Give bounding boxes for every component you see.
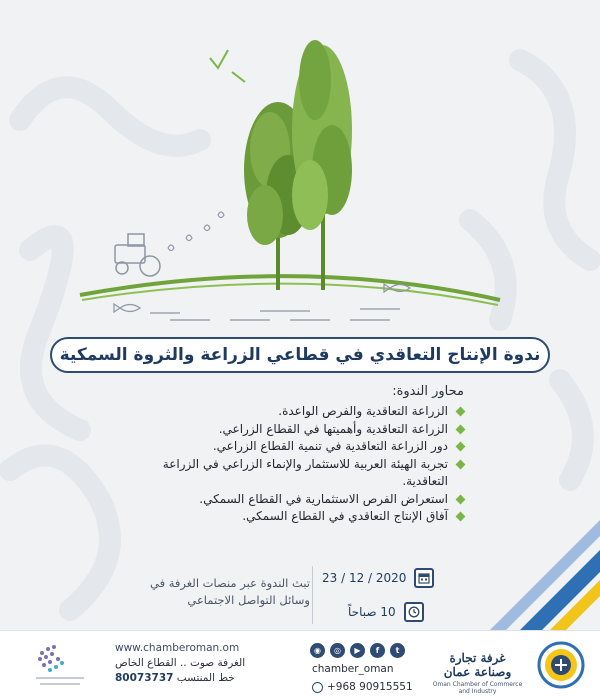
info-divider bbox=[312, 566, 313, 624]
website-link[interactable]: www.chamberoman.om bbox=[115, 642, 240, 654]
topic-text: الزراعة التعاقدية والفرص الواعدة. bbox=[278, 404, 448, 418]
topic-item bbox=[124, 456, 464, 491]
instagram-icon[interactable]: ◎ bbox=[330, 643, 345, 658]
event-time bbox=[348, 602, 424, 622]
title-banner bbox=[50, 337, 550, 373]
event-date bbox=[322, 568, 434, 588]
whatsapp-icon[interactable] bbox=[312, 682, 323, 693]
social-icons bbox=[310, 643, 405, 658]
diamond-bullet-icon bbox=[456, 424, 466, 434]
tractor-sketch bbox=[115, 234, 160, 276]
chamber-logo-text bbox=[430, 651, 525, 695]
topic-list bbox=[124, 403, 464, 526]
calendar-icon bbox=[414, 568, 434, 588]
social-handle[interactable]: chamber_oman bbox=[312, 663, 394, 675]
raindrops-sketch bbox=[168, 212, 224, 251]
farm-illustration bbox=[60, 20, 540, 330]
date-text: 2020 / 12 / 23 bbox=[322, 571, 407, 585]
topic-item bbox=[124, 403, 464, 421]
phone-number[interactable]: +968 90915551 bbox=[327, 681, 413, 693]
topic-text: آفاق الإنتاج التعاقدي في القطاع السمكي. bbox=[242, 509, 448, 523]
broadcast-note: تبث الندوة عبر منصات الغرفة في وسائل التواصل الاجتماعي bbox=[150, 576, 310, 607]
chamber-name-en: Oman Chamber of Commerce and Industry bbox=[432, 681, 523, 695]
phone-contact bbox=[312, 681, 413, 693]
footer-contact bbox=[115, 641, 245, 686]
diamond-bullet-icon bbox=[456, 459, 466, 469]
topic-item bbox=[124, 438, 464, 456]
snapchat-icon[interactable]: ◉ bbox=[310, 643, 325, 658]
topic-item bbox=[124, 491, 464, 509]
footer bbox=[0, 630, 600, 699]
page-title: ندوة الإنتاج التعاقدي في قطاعي الزراعة والثروة السمكية bbox=[59, 345, 541, 365]
topic-text: دور الزراعة التعاقدية في تنمية القطاع الزراعي. bbox=[212, 439, 448, 453]
topic-text: تجربة الهيئة العربية للاستثمار والإنماء الزراعي في الزراعة التعاقدية. bbox=[162, 456, 448, 488]
chamber-seal-logo bbox=[537, 641, 585, 689]
twitter-icon[interactable]: t bbox=[390, 643, 405, 658]
decorative-stripes bbox=[450, 510, 600, 630]
facebook-icon[interactable]: f bbox=[370, 643, 385, 658]
tree-right bbox=[292, 40, 352, 290]
voice-line: الغرفة صوت .. القطاع الخاص bbox=[115, 657, 246, 669]
time-text: 10 صباحاً bbox=[348, 605, 396, 619]
youtube-icon[interactable]: ▶ bbox=[350, 643, 365, 658]
diamond-bullet-icon bbox=[456, 407, 466, 417]
chamber-name-ar: غرفة تجارة وصناعة عمان bbox=[443, 651, 512, 679]
subscriber-number[interactable]: 80073737 bbox=[115, 672, 174, 684]
topic-text: استعراض الفرص الاستثمارية في القطاع السمكي. bbox=[199, 491, 448, 506]
diamond-bullet-icon bbox=[456, 442, 466, 452]
topic-text: الزراعة التعاقدية وأهميتها في القطاع الزراعي. bbox=[218, 421, 448, 436]
clock-icon bbox=[404, 602, 424, 622]
topic-item bbox=[124, 421, 464, 439]
diamond-bullet-icon bbox=[456, 494, 466, 504]
subscriber-line-label: خط المنتسب bbox=[176, 672, 235, 684]
topics-section bbox=[124, 384, 464, 526]
topics-heading: محاور الندوة: bbox=[392, 384, 464, 399]
vision-2040-logo bbox=[30, 639, 90, 691]
topic-item bbox=[124, 508, 464, 526]
